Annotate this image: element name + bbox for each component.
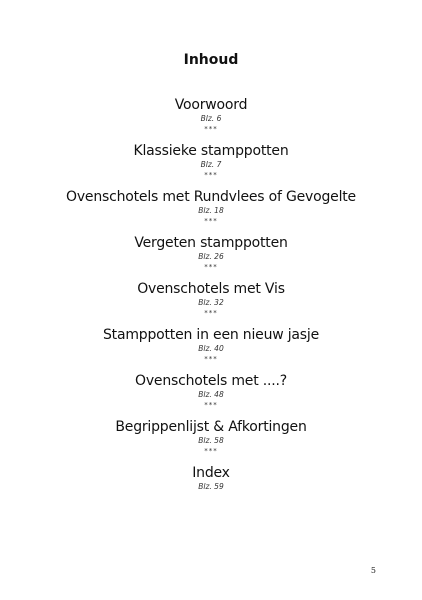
toc-entry-title: Ovenschotels met Vis xyxy=(137,281,285,297)
toc-entry-page: Blz. 7 xyxy=(200,160,222,169)
toc-separator: *** xyxy=(204,263,218,271)
toc-entry-title: Begrippenlijst & Afkortingen xyxy=(115,419,307,435)
toc-entry-title: Voorwoord xyxy=(174,97,248,113)
toc-separator: *** xyxy=(204,447,218,455)
page-title: Inhoud xyxy=(183,52,239,68)
toc-separator: *** xyxy=(204,217,218,225)
toc-entry-page: Blz. 26 xyxy=(198,252,224,261)
toc-entry-ovenschotels-met[interactable] xyxy=(0,372,422,418)
toc-entry-title: Vergeten stamppotten xyxy=(134,235,288,251)
toc-entry-title: Ovenschotels met Rundvlees of Gevogelte xyxy=(66,189,356,205)
toc-entry-page: Blz. 6 xyxy=(200,114,222,123)
toc-entry-page: Blz. 58 xyxy=(198,436,224,445)
toc-entry-stamppotten-nieuw-jasje[interactable] xyxy=(0,326,422,372)
toc-entry-page: Blz. 40 xyxy=(198,344,224,353)
toc-entry-page: Blz. 59 xyxy=(198,482,224,491)
toc-entry-title: Index xyxy=(192,465,230,481)
toc-entry-page: Blz. 32 xyxy=(198,298,224,307)
toc-entry-index[interactable] xyxy=(0,464,422,510)
toc-separator: *** xyxy=(204,171,218,179)
toc-separator: *** xyxy=(204,125,218,133)
toc-entry-voorwoord[interactable] xyxy=(0,96,422,142)
toc-entry-ovenschotels-vis[interactable] xyxy=(0,280,422,326)
toc-separator: *** xyxy=(204,309,218,317)
toc-entry-page: Blz. 18 xyxy=(198,206,224,215)
toc-entry-begrippenlijst[interactable] xyxy=(0,418,422,464)
toc-entry-vergeten-stamppotten[interactable] xyxy=(0,234,422,280)
toc-entry-klassieke-stamppotten[interactable] xyxy=(0,142,422,188)
toc-entry-title: Klassieke stamppotten xyxy=(133,143,289,159)
toc-entry-page: Blz. 48 xyxy=(198,390,224,399)
page-number: 5 xyxy=(370,566,376,575)
toc-entry-ovenschotels-rundvlees[interactable] xyxy=(0,188,422,234)
toc-entry-title: Ovenschotels met ....? xyxy=(135,373,287,389)
toc-entry-title: Stamppotten in een nieuw jasje xyxy=(102,327,320,343)
toc-separator: *** xyxy=(204,401,218,409)
toc-separator: *** xyxy=(204,355,218,363)
table-of-contents xyxy=(0,96,422,510)
